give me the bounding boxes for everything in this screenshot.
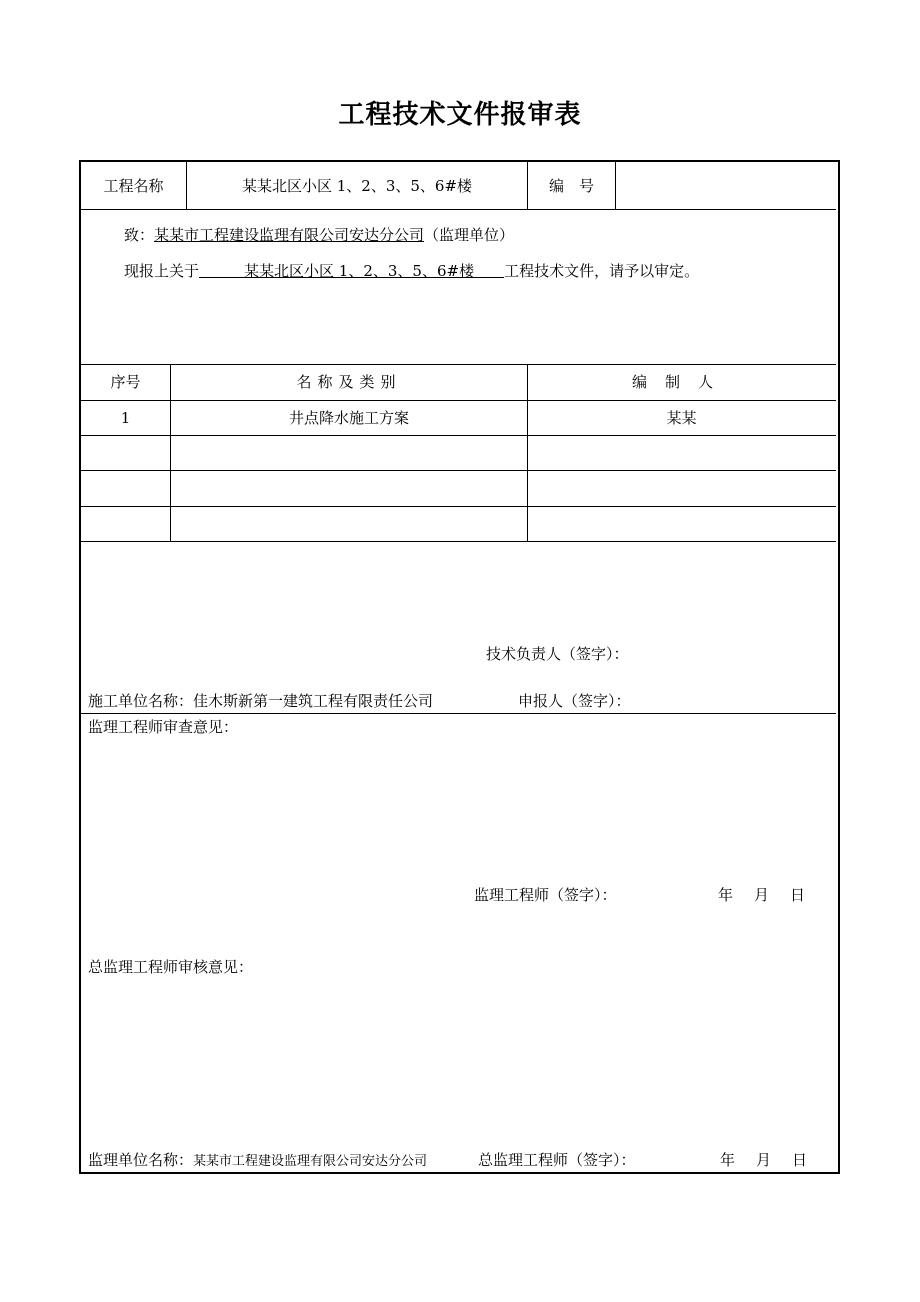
table-row-name: 井点降水施工方案 [288,409,409,427]
project-name-value: 某某北区小区 1、2、3、5、6#楼 [241,177,473,195]
contractor-name: 佳木斯新第一建筑工程有限责任公司 [193,692,434,710]
supervision-unit-line [88,1150,427,1172]
number-label: 编 号 [548,177,594,195]
divider [80,541,836,542]
chief-review-label: 总监理工程师审核意见： [88,958,254,976]
column-header-name: 名称及类别 [296,373,402,391]
project-name-label: 工程名称 [103,177,164,195]
divider [615,161,616,209]
contractor-line [88,691,433,711]
supervisor-date: 年 月 日 [718,886,809,904]
divider [80,400,836,401]
supervision-unit-name: 某某市工程建设监理有限公司安达分公司 [154,226,425,244]
report-suffix: 工程技术文件，请予以审定。 [504,262,700,280]
divider [80,470,836,471]
supervision-unit-label: 监理单位名称： [88,1151,194,1169]
report-subject: 某某北区小区 1、2、3、5、6#楼 [199,262,505,280]
column-header-no: 序号 [110,373,141,391]
divider [80,364,836,365]
chief-signature: 总监理工程师（签字）： [478,1151,636,1169]
chief-date: 年 月 日 [720,1151,811,1169]
reporter-signature: 申报人（签字）： [518,692,631,710]
supervisor-review-label: 监理工程师审查意见： [88,718,239,736]
table-row-no: 1 [120,409,131,427]
divider [80,209,836,210]
report-prefix: 现报上关于 [124,262,200,280]
addressee-prefix: 致： [124,226,155,244]
table-row-author: 某某 [666,409,697,427]
divider [80,713,836,714]
form-frame [79,160,840,1174]
form-title: 工程技术文件报审表 [338,100,582,130]
contractor-label: 施工单位名称： [88,692,194,710]
addressee-suffix: （监理单位） [424,226,515,244]
column-header-author: 编制人 [631,373,731,391]
divider [80,506,836,507]
supervisor-signature: 监理工程师（签字）： [474,886,617,904]
tech-lead-signature: 技术负责人（签字）： [486,645,629,663]
supervision-unit-value: 某某市工程建设监理有限公司安达分公司 [193,1154,428,1169]
divider [80,435,836,436]
report-line [124,261,699,281]
addressee-line [124,225,514,245]
